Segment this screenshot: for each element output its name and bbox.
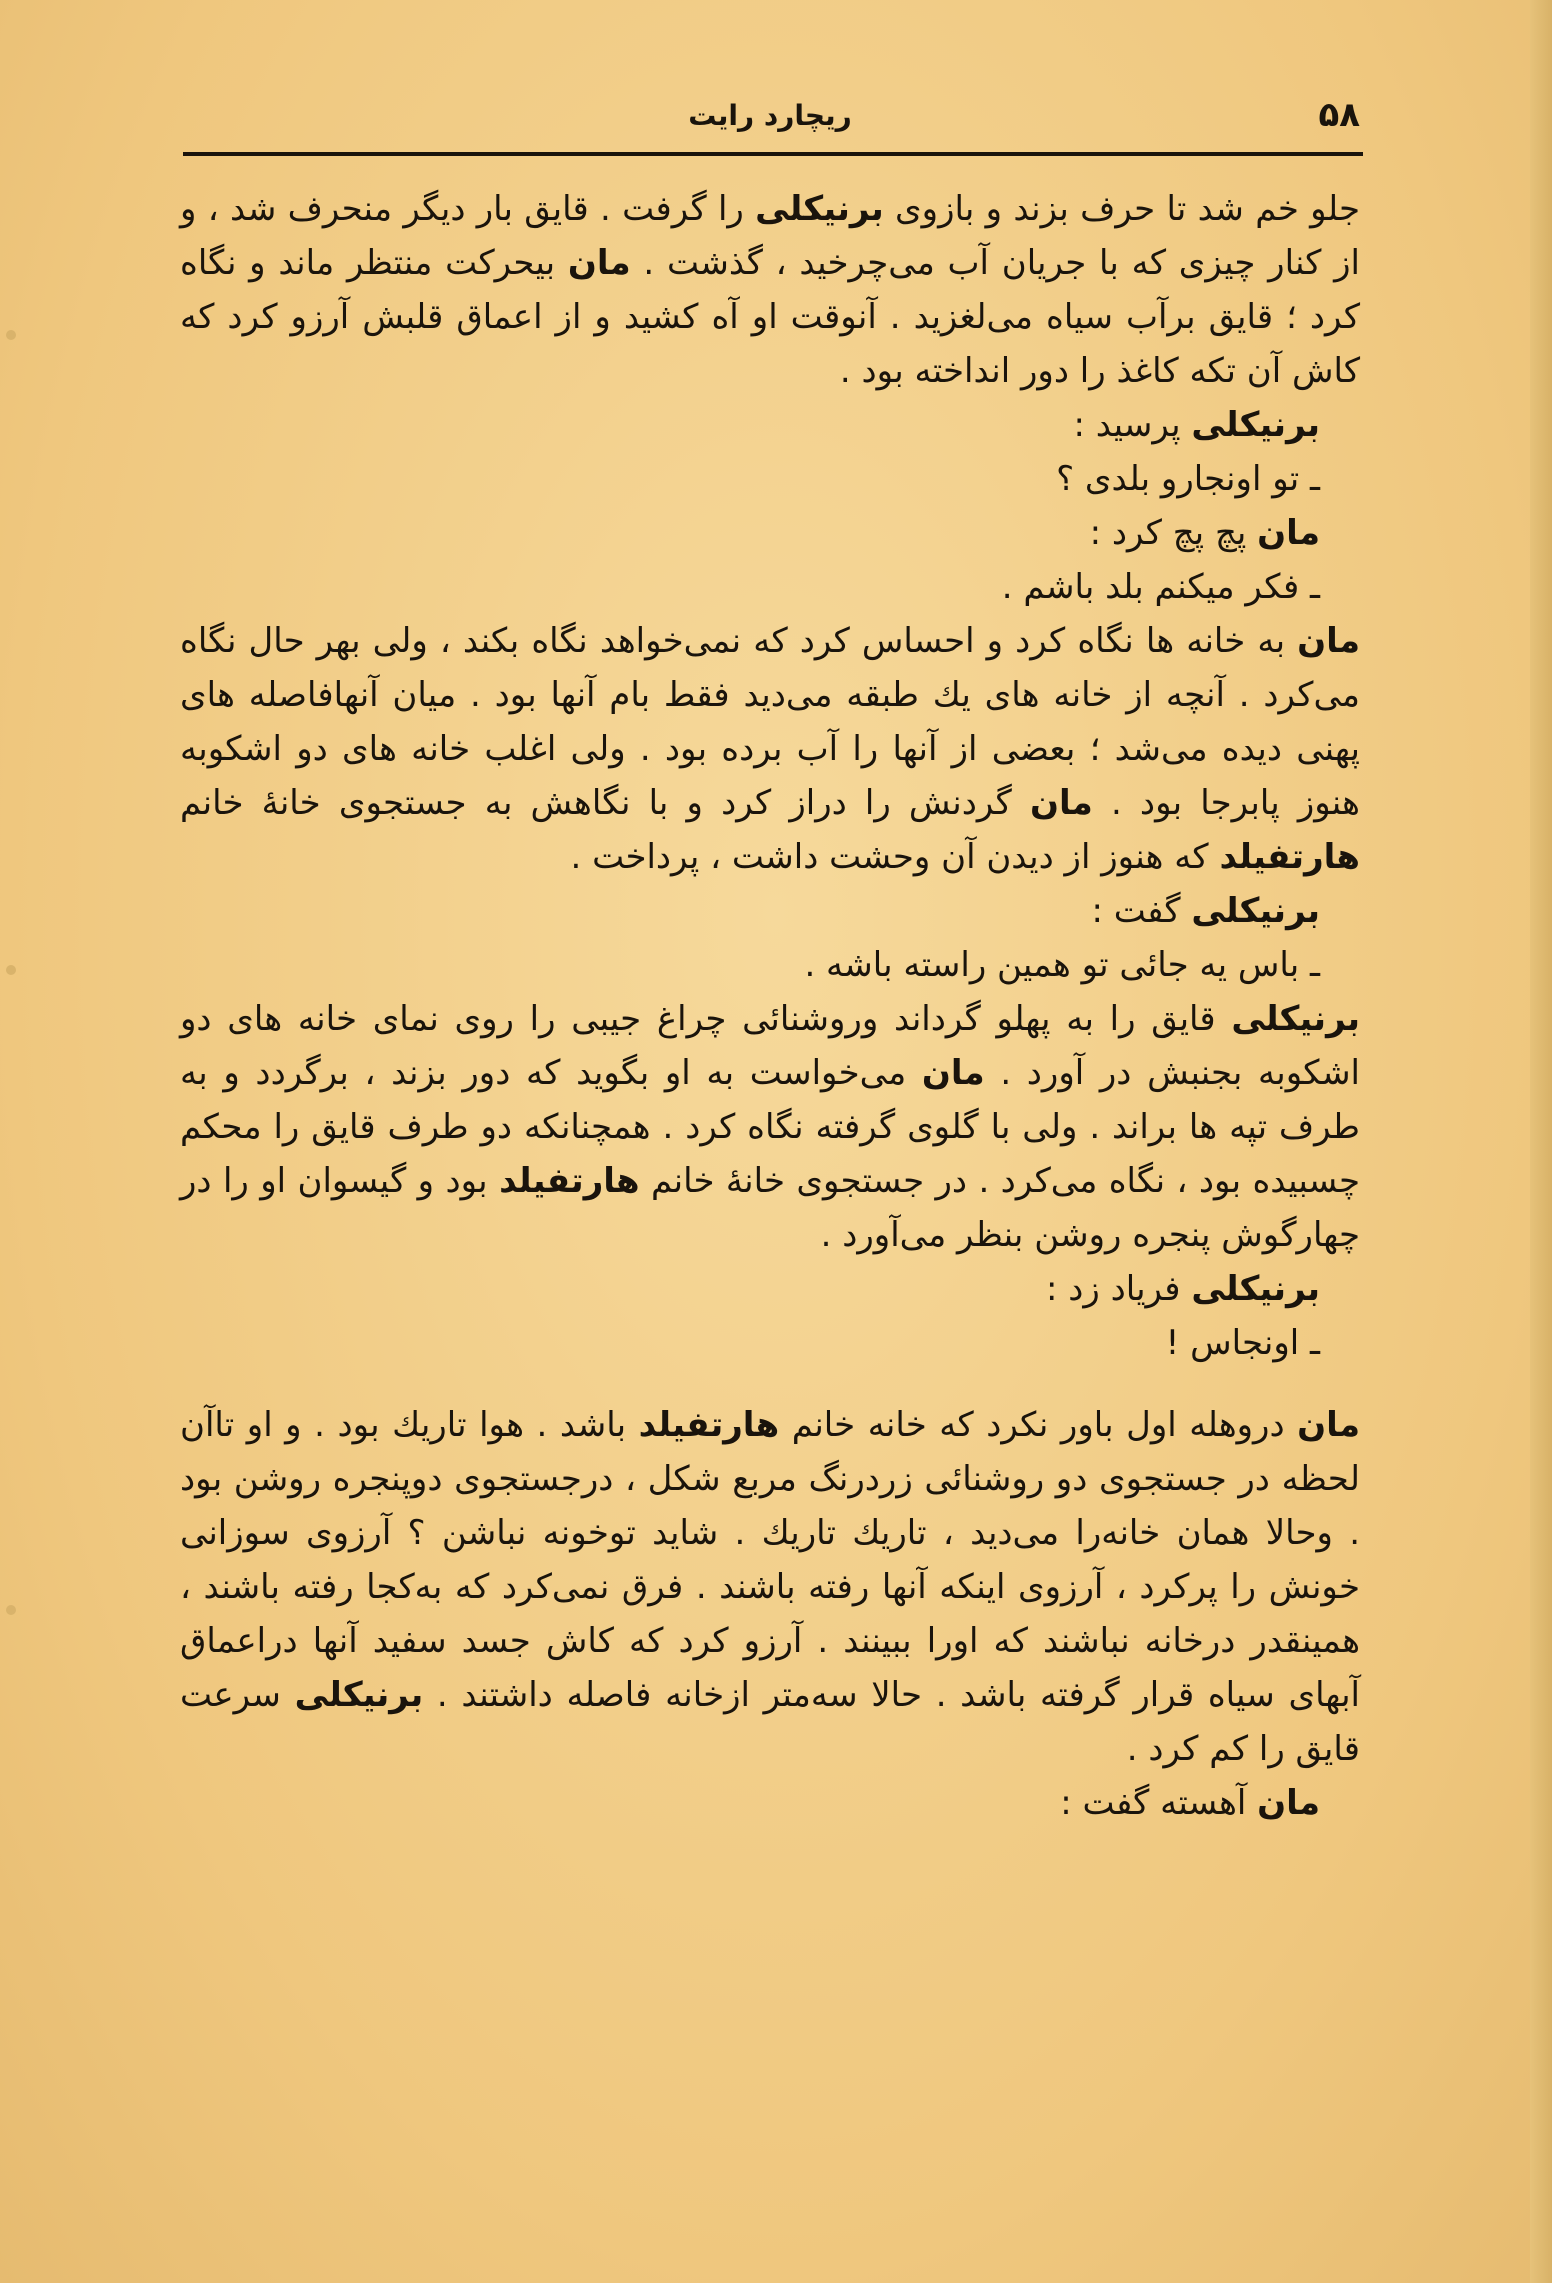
- text-run: بود و گیسوان او را در چهارگوش پنجره روشن بنظر می‌آورد .: [180, 1161, 1360, 1255]
- section-gap: [180, 1370, 1360, 1398]
- character-name: مان: [921, 1053, 985, 1093]
- text-run: به خانه ها نگاه کرد و احساس کرد که نمی‌خواهد نگاه بکند ، ولی بهر حال نگاه می‌کرد . آنچه از خانه های یك طبقه می‌دید فقط بام آنها بود . میان آنهافاصله های پهنی دیده می‌شد ؛ بعضی از آنها را آب برده بود . ولی اغلب خانه های دو اشکوبه هنوز پابرجا بود .: [180, 621, 1360, 823]
- dialog-line: [180, 560, 1360, 614]
- dialog-line: [180, 506, 1360, 560]
- running-title: ریچارد رایت: [688, 99, 852, 132]
- text-run: جلو خم شد تا حرف بزند و بازوی: [883, 189, 1360, 229]
- dialog-line: [180, 1316, 1360, 1370]
- dialog-line: [180, 1776, 1360, 1830]
- text-run: پرسید :: [1073, 405, 1192, 445]
- character-name: هارتفیلد: [499, 1161, 640, 1201]
- punch-hole-mark: [6, 1605, 16, 1615]
- text-run: ـ اونجاس !: [1165, 1323, 1320, 1363]
- page-header: [180, 95, 1360, 145]
- dialog-line: [180, 1262, 1360, 1316]
- character-name: مان: [1257, 513, 1320, 553]
- character-name: برنیکلی: [294, 1675, 424, 1715]
- text-run: می‌خواست به او بگوید که دور بزند ، برگردد و به طرف تپه ها براند . ولی با گلوی گرفته نگاه کرد . همچنانکه دو طرف قایق را محکم چسبیده بود ، نگاه می‌کرد . در جستجوی خانهٔ خانم: [180, 1053, 1361, 1201]
- dialog-line: [180, 398, 1360, 452]
- punch-hole-mark: [6, 330, 16, 340]
- page-number: ۵۸: [1318, 95, 1360, 135]
- character-name: هارتفیلد: [1219, 837, 1360, 877]
- character-name: برنیکلی: [1191, 891, 1320, 931]
- text-run: گردنش را دراز کرد و با نگاهش به جستجوی خانهٔ خانم: [180, 783, 1030, 823]
- text-run: گفت :: [1091, 891, 1192, 931]
- text-run: دروهله اول باور نکرد که خانه خانم: [779, 1405, 1298, 1445]
- paragraph: [180, 614, 1360, 884]
- text-run: آهسته گفت :: [1060, 1783, 1258, 1823]
- character-name: برنیکلی: [1231, 999, 1360, 1039]
- paragraph: [180, 1398, 1360, 1776]
- text-run: ـ تو اونجارو بلدی ؟: [1056, 459, 1320, 499]
- header-rule: [183, 152, 1363, 156]
- page-body-text: [180, 182, 1360, 1830]
- character-name: برنیکلی: [755, 189, 884, 229]
- text-run: باشد . هوا تاریك بود . و او تاآن لحظه در جستجوی دو روشنائی زردرنگ مربع شکل ، درجستجوی دوپنجره روشن بود . وحالا همان خانه‌را می‌دید ، تاریك تاریك . شاید توخونه نباشن ؟ آرزوی سوزانی خونش را پرکرد ، آرزوی اینکه آنها رفته باشند . فرق نمی‌کرد که به‌کجا رفته باشند ، همینقدر درخانه نباشند که اورا ببینند . آرزو کرد که کاش جسد سفید آنها دراعماق آبهای سیاه قرار گرفته باشد . حالا سه‌متر ازخانه فاصله داشتند .: [180, 1405, 1361, 1715]
- text-run: پچ پچ کرد :: [1089, 513, 1258, 553]
- character-name: مان: [1297, 621, 1360, 661]
- dialog-line: [180, 884, 1360, 938]
- text-run: ـ فکر میکنم بلد باشم .: [1001, 567, 1320, 607]
- punch-hole-mark: [6, 965, 16, 975]
- paragraph: [180, 182, 1360, 398]
- character-name: مان: [1297, 1405, 1360, 1445]
- paragraph: [180, 992, 1360, 1262]
- text-run: بیحرکت منتظر ماند و نگاه کرد ؛ قایق برآب سیاه می‌لغزید . آنوقت او آه کشید و از اعماق قلبش آرزو کرد که کاش آن تکه کاغذ را دور انداخته بود .: [180, 243, 1360, 391]
- page-edge: [1530, 0, 1552, 2283]
- text-run: سرعت قایق را کم کرد .: [180, 1675, 1360, 1769]
- dialog-line: [180, 452, 1360, 506]
- character-name: هارتفیلد: [638, 1405, 780, 1445]
- character-name: برنیکلی: [1191, 1269, 1320, 1309]
- character-name: مان: [567, 243, 631, 283]
- text-run: فریاد زد :: [1045, 1269, 1192, 1309]
- character-name: مان: [1029, 783, 1093, 823]
- text-run: که هنوز از دیدن آن وحشت داشت ، پرداخت .: [570, 837, 1220, 877]
- character-name: مان: [1257, 1783, 1320, 1823]
- text-run: قایق را به پهلو گرداند وروشنائی چراغ جیبی را روی نمای خانه های دو اشکوبه بجنبش در آورد .: [180, 999, 1360, 1093]
- character-name: برنیکلی: [1191, 405, 1320, 445]
- text-run: را گرفت . قایق بار دیگر منحرف شد ، و از کنار چیزی که با جریان آب می‌چرخید ، گذشت .: [180, 189, 1360, 283]
- dialog-line: [180, 938, 1360, 992]
- text-run: ـ باس یه جائی تو همین راسته باشه .: [804, 945, 1320, 985]
